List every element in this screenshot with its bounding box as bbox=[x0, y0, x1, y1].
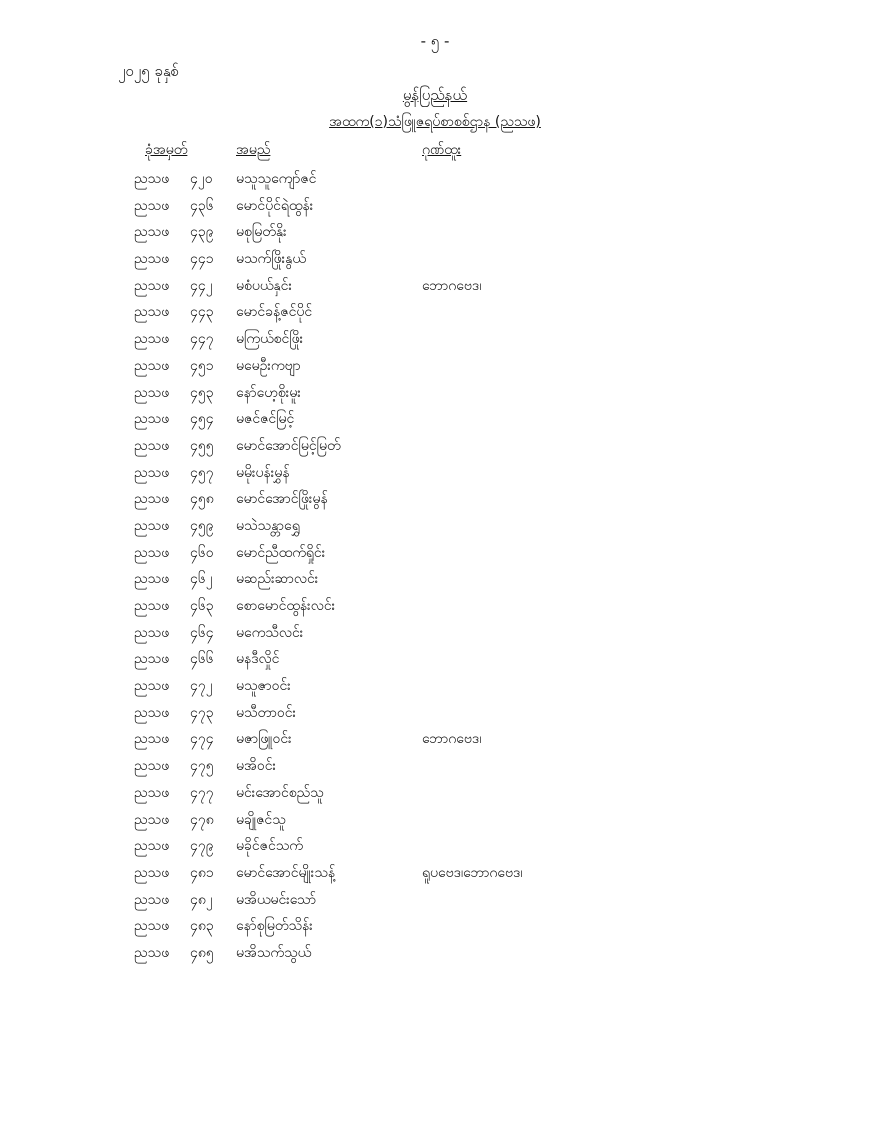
roll-prefix: ညသဖ bbox=[134, 491, 170, 508]
roll-prefix: ညသဖ bbox=[134, 864, 170, 881]
roll-number: ၄၄၁ bbox=[190, 251, 214, 268]
page-number: - ၅ - bbox=[420, 32, 450, 50]
result-row bbox=[0, 406, 870, 433]
result-row bbox=[0, 700, 870, 727]
student-name: မသက်ဖြိုးနွယ် bbox=[236, 251, 306, 268]
roll-number: ၄၇၉ bbox=[190, 838, 214, 855]
roll-prefix: ညသဖ bbox=[134, 251, 170, 268]
roll-prefix: ညသဖ bbox=[134, 891, 170, 908]
student-name: မချိုဇင်သူ bbox=[236, 811, 286, 828]
result-row bbox=[0, 353, 870, 380]
roll-number: ၄၇၅ bbox=[190, 758, 214, 775]
distinction: ဘောဂဗေဒ၊ bbox=[422, 731, 482, 748]
roll-prefix: ညသဖ bbox=[134, 811, 170, 828]
result-row bbox=[0, 673, 870, 700]
student-name: မစံပယ်နှင်း bbox=[236, 277, 292, 294]
roll-number: ၄၄၇ bbox=[190, 331, 214, 348]
roll-number: ၄၃၆ bbox=[190, 197, 214, 214]
subtitle-text: အထက(၁)သံဖြူဇရပ်စာစစ်ဌာန (ညသဖ) bbox=[329, 114, 541, 130]
roll-number: ၄၇၂ bbox=[190, 678, 213, 695]
roll-number: ၄၆၂ bbox=[190, 571, 213, 588]
roll-number: ၄၈၃ bbox=[190, 918, 214, 935]
student-name: မသူဇာဝင်း bbox=[236, 678, 291, 695]
result-row bbox=[0, 326, 870, 353]
roll-prefix: ညသဖ bbox=[134, 277, 170, 294]
student-name: မအိသက်သွယ် bbox=[236, 944, 312, 961]
roll-number: ၄၆၃ bbox=[190, 598, 214, 614]
student-name: မောင်ပိုင်ရဲထွန်း bbox=[236, 197, 314, 214]
student-name: မအိဝင်း bbox=[236, 758, 277, 775]
roll-number: ၄၂၀ bbox=[190, 171, 213, 187]
roll-prefix: ညသဖ bbox=[134, 197, 170, 214]
student-name: မကြယ်စင်ဖြိုး bbox=[236, 331, 304, 348]
student-name: မမေဦးကဗျာ bbox=[236, 357, 301, 374]
roll-number: ၄၇၈ bbox=[190, 811, 214, 828]
roll-prefix: ညသဖ bbox=[134, 171, 170, 187]
roll-number: ၄၅၇ bbox=[190, 464, 214, 481]
result-row bbox=[0, 460, 870, 487]
result-row bbox=[0, 433, 870, 460]
student-name: မောင်အောင်မျိုးသန့် bbox=[236, 864, 336, 881]
student-name: နော်စုမြတ်သိန်း bbox=[236, 918, 313, 935]
result-row bbox=[0, 380, 870, 407]
roll-prefix: ညသဖ bbox=[134, 224, 170, 241]
result-row bbox=[0, 486, 870, 513]
result-row bbox=[0, 566, 870, 593]
roll-number: ၄၄၂ bbox=[190, 277, 213, 294]
header-name: အမည် bbox=[236, 142, 271, 158]
roll-prefix: ညသဖ bbox=[134, 918, 170, 935]
roll-prefix: ညသဖ bbox=[134, 544, 170, 561]
roll-prefix: ညသဖ bbox=[134, 571, 170, 588]
roll-prefix: ညသဖ bbox=[134, 704, 170, 721]
student-name: မသဲသန္တာရွှေ bbox=[236, 517, 300, 534]
result-row bbox=[0, 913, 870, 940]
roll-prefix: ညသဖ bbox=[134, 784, 170, 801]
roll-prefix: ညသဖ bbox=[134, 384, 170, 401]
result-row bbox=[0, 246, 870, 273]
result-row bbox=[0, 860, 870, 887]
result-row bbox=[0, 646, 870, 673]
roll-number: ၄၇၇ bbox=[190, 784, 214, 801]
result-row bbox=[0, 273, 870, 300]
result-row bbox=[0, 219, 870, 246]
roll-prefix: ညသဖ bbox=[134, 944, 170, 961]
student-name: မဇာဖြူဝင်း bbox=[236, 731, 292, 748]
student-name: မောင်ညီထက်ရှိုင်း bbox=[236, 544, 326, 561]
result-row bbox=[0, 166, 870, 193]
student-name: မသူသူကျော်ဇင် bbox=[236, 171, 317, 187]
result-row bbox=[0, 513, 870, 540]
roll-prefix: ညသဖ bbox=[134, 678, 170, 695]
student-name: မကေသီလင်း bbox=[236, 624, 304, 641]
title-text: မွန်ပြည်နယ် bbox=[402, 86, 468, 104]
student-name: မောင်ခန့်ဇင်ပိုင် bbox=[236, 304, 313, 321]
roll-number: ၄၅၉ bbox=[190, 517, 214, 534]
roll-number: ၄၇၃ bbox=[190, 704, 214, 721]
result-row bbox=[0, 887, 870, 914]
roll-prefix: ညသဖ bbox=[134, 731, 170, 748]
roll-number: ၄၈၂ bbox=[190, 891, 213, 908]
roll-number: ၄၈၅ bbox=[190, 944, 214, 961]
roll-prefix: ညသဖ bbox=[134, 758, 170, 775]
student-name: မမိုးပန်းမွှန် bbox=[236, 464, 290, 481]
student-name: မင်းအောင်စည်သူ bbox=[236, 784, 324, 801]
result-row bbox=[0, 193, 870, 220]
results-list bbox=[0, 166, 870, 967]
result-row bbox=[0, 753, 870, 780]
student-name: မသီတာဝင်း bbox=[236, 704, 297, 721]
roll-prefix: ညသဖ bbox=[134, 651, 170, 668]
result-row bbox=[0, 833, 870, 860]
roll-number: ၄၇၄ bbox=[190, 731, 214, 748]
roll-number: ၄၅၁ bbox=[190, 357, 214, 374]
student-name: မောင်အောင်မြင့်မြတ် bbox=[236, 437, 341, 454]
student-name: မနဒီလှိုင် bbox=[236, 651, 280, 668]
roll-prefix: ညသဖ bbox=[134, 304, 170, 321]
student-name: မစုမြတ်နိုး bbox=[236, 224, 287, 241]
student-name: မဇင်ဇင်မြင့် bbox=[236, 411, 295, 428]
roll-prefix: ညသဖ bbox=[134, 598, 170, 614]
result-row bbox=[0, 620, 870, 647]
roll-number: ၄၃၉ bbox=[190, 224, 214, 241]
student-name: မခိုင်ဇင်သက် bbox=[236, 838, 303, 855]
roll-prefix: ညသဖ bbox=[134, 411, 170, 428]
result-row bbox=[0, 593, 870, 620]
roll-number: ၄၆၆ bbox=[190, 651, 214, 668]
distinction: ဘောဂဗေဒ၊ bbox=[422, 277, 482, 294]
roll-number: ၄၅၄ bbox=[190, 411, 214, 428]
roll-prefix: ညသဖ bbox=[134, 357, 170, 374]
distinction: ရူပဗေဒ၊ဘောဂဗေဒ၊ bbox=[422, 864, 523, 881]
roll-prefix: ညသဖ bbox=[134, 437, 170, 454]
roll-prefix: ညသဖ bbox=[134, 517, 170, 534]
result-row bbox=[0, 807, 870, 834]
result-row bbox=[0, 540, 870, 567]
result-row bbox=[0, 299, 870, 326]
roll-prefix: ညသဖ bbox=[134, 464, 170, 481]
roll-number: ၄၈၁ bbox=[190, 864, 214, 881]
roll-number: ၄၆၀ bbox=[190, 544, 214, 561]
document-title bbox=[0, 86, 870, 108]
roll-prefix: ညသဖ bbox=[134, 838, 170, 855]
student-name: စောမောင်ထွန်းလင်း bbox=[236, 598, 336, 614]
student-name: မောင်အောင်ဖြိုးမွန် bbox=[236, 491, 328, 508]
result-row bbox=[0, 726, 870, 753]
roll-number: ၄၅၈ bbox=[190, 491, 214, 508]
exam-year: ၂၀၂၅ ခုနှစ် bbox=[118, 62, 180, 80]
student-name: မအိယမင်းသော် bbox=[236, 891, 317, 908]
roll-number: ၄၄၃ bbox=[190, 304, 214, 321]
roll-prefix: ညသဖ bbox=[134, 331, 170, 348]
result-row bbox=[0, 940, 870, 967]
result-row bbox=[0, 780, 870, 807]
student-name: နော်ဟေ့စိုးမူး bbox=[236, 384, 301, 401]
roll-number: ၄၅၃ bbox=[190, 384, 214, 401]
roll-number: ၄၆၄ bbox=[190, 624, 214, 641]
roll-number: ၄၅၅ bbox=[190, 437, 214, 454]
header-distinction: ဂုဏ်ထူး bbox=[422, 142, 462, 158]
exam-center-subtitle bbox=[0, 112, 870, 133]
header-roll-number: ခုံအမှတ် bbox=[145, 142, 188, 158]
student-name: မဆည်းဆာလင်း bbox=[236, 571, 319, 588]
roll-prefix: ညသဖ bbox=[134, 624, 170, 641]
